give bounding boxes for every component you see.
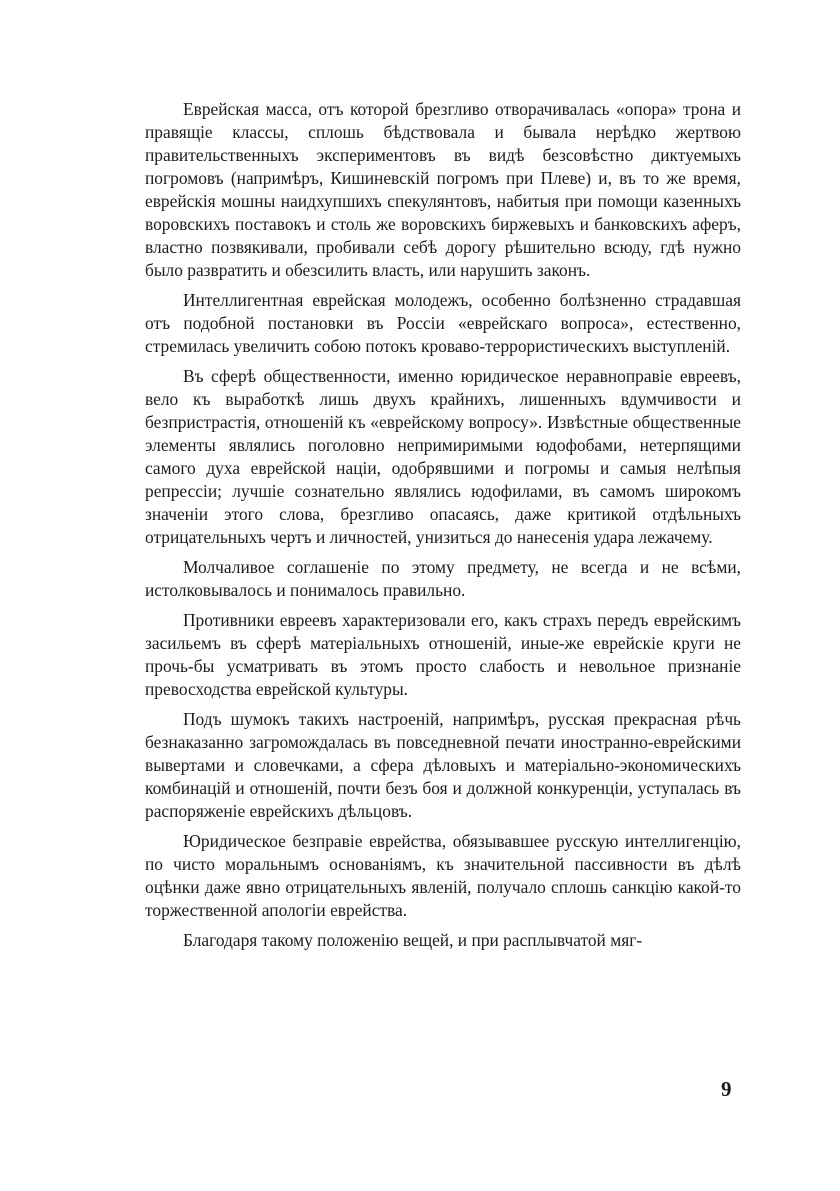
paragraph-7: Юридическое безправіе еврейства, обязывавшее русскую интеллигенцію, по чисто моральнымъ основаніямъ, къ значительной пассивности въ дѣлѣ оцѣнки даже явно отрицательныхъ явленій, получало сплошь санкцію какой-то торжественной апологіи еврейства. [145, 831, 741, 920]
paragraph-6: Подъ шумокъ такихъ настроеній, напримѣръ, русская прекрасная рѣчь безнаказанно загромождалась въ повседневной печати иностранно-еврейскими вывертами и словечками, а сфера дѣловыхъ и матеріально-экономическихъ комбинацій и отношеній, почти безъ боя и должной конкуренціи, уступалась въ распоряженіе еврейскихъ дѣльцовъ. [145, 709, 741, 821]
paragraph-4: Молчаливое соглашеніе по этому предмету, не всегда и не всѣми, истолковывалось и понималось правильно. [145, 557, 741, 600]
page-number: 9 [721, 1077, 732, 1101]
paragraph-2: Интеллигентная еврейская молодежъ, особенно болѣзненно страдавшая отъ подобной постановки въ Россіи «еврейскаго вопроса», естественно, стремилась увеличить собою потокъ кроваво-террористическихъ выступленій. [145, 290, 741, 356]
paragraph-8: Благодаря такому положенію вещей, и при расплывчатой мяг- [183, 930, 643, 950]
paragraph-5: Противники евреевъ характеризовали его, какъ страхъ передъ еврейскимъ засильемъ въ сферѣ матеріальныхъ отношеній, иные-же еврейскіе круги не прочь-бы усматривать въ этомъ просто слабость и невольное признаніе превосходства еврейской культуры. [145, 610, 741, 699]
paragraph-3: Въ сферѣ общественности, именно юридическое неравноправіе евреевъ, вело къ выработкѣ лишь двухъ крайнихъ, лишенныхъ вдумчивости и безпристрастія, отношеній къ «еврейскому вопросу». Извѣстные общественные элементы являлись поголовно непримиримыми юдофобами, нетерпящими самого духа еврейской націи, одобрявшими и погромы и самыя нелѣпыя репрессіи; лучшіе сознательно являлись юдофилами, въ самомъ широкомъ значеніи этого слова, брезгливо опасаясь, даже критикой отдѣльныхъ отрицательныхъ чертъ и личностей, унизиться до нанесенія удара лежачему. [145, 366, 741, 547]
body-text [145, 98, 741, 959]
paragraph-1: Еврейская масса, отъ которой брезгливо отворачивалась «опора» трона и правящіе классы, сплошь бѣдствовала и бывала нерѣдко жертвою правительственныхъ экспериментовъ въ видѣ безсовѣстно диктуемыхъ погромовъ (напримѣръ, Кишиневскій погромъ при Плеве) и, въ то же время, еврейскія мошны наидхупшихъ спекулянтовъ, набитыя при помощи казенныхъ воровскихъ поставокъ и столь же воровскихъ биржевыхъ и банковскихъ аферъ, властно позвякивали, пробивали себѣ дорогу рѣшительно всюду, гдѣ нужно было развратить и обезсилить власть, или нарушить законъ. [145, 99, 741, 280]
